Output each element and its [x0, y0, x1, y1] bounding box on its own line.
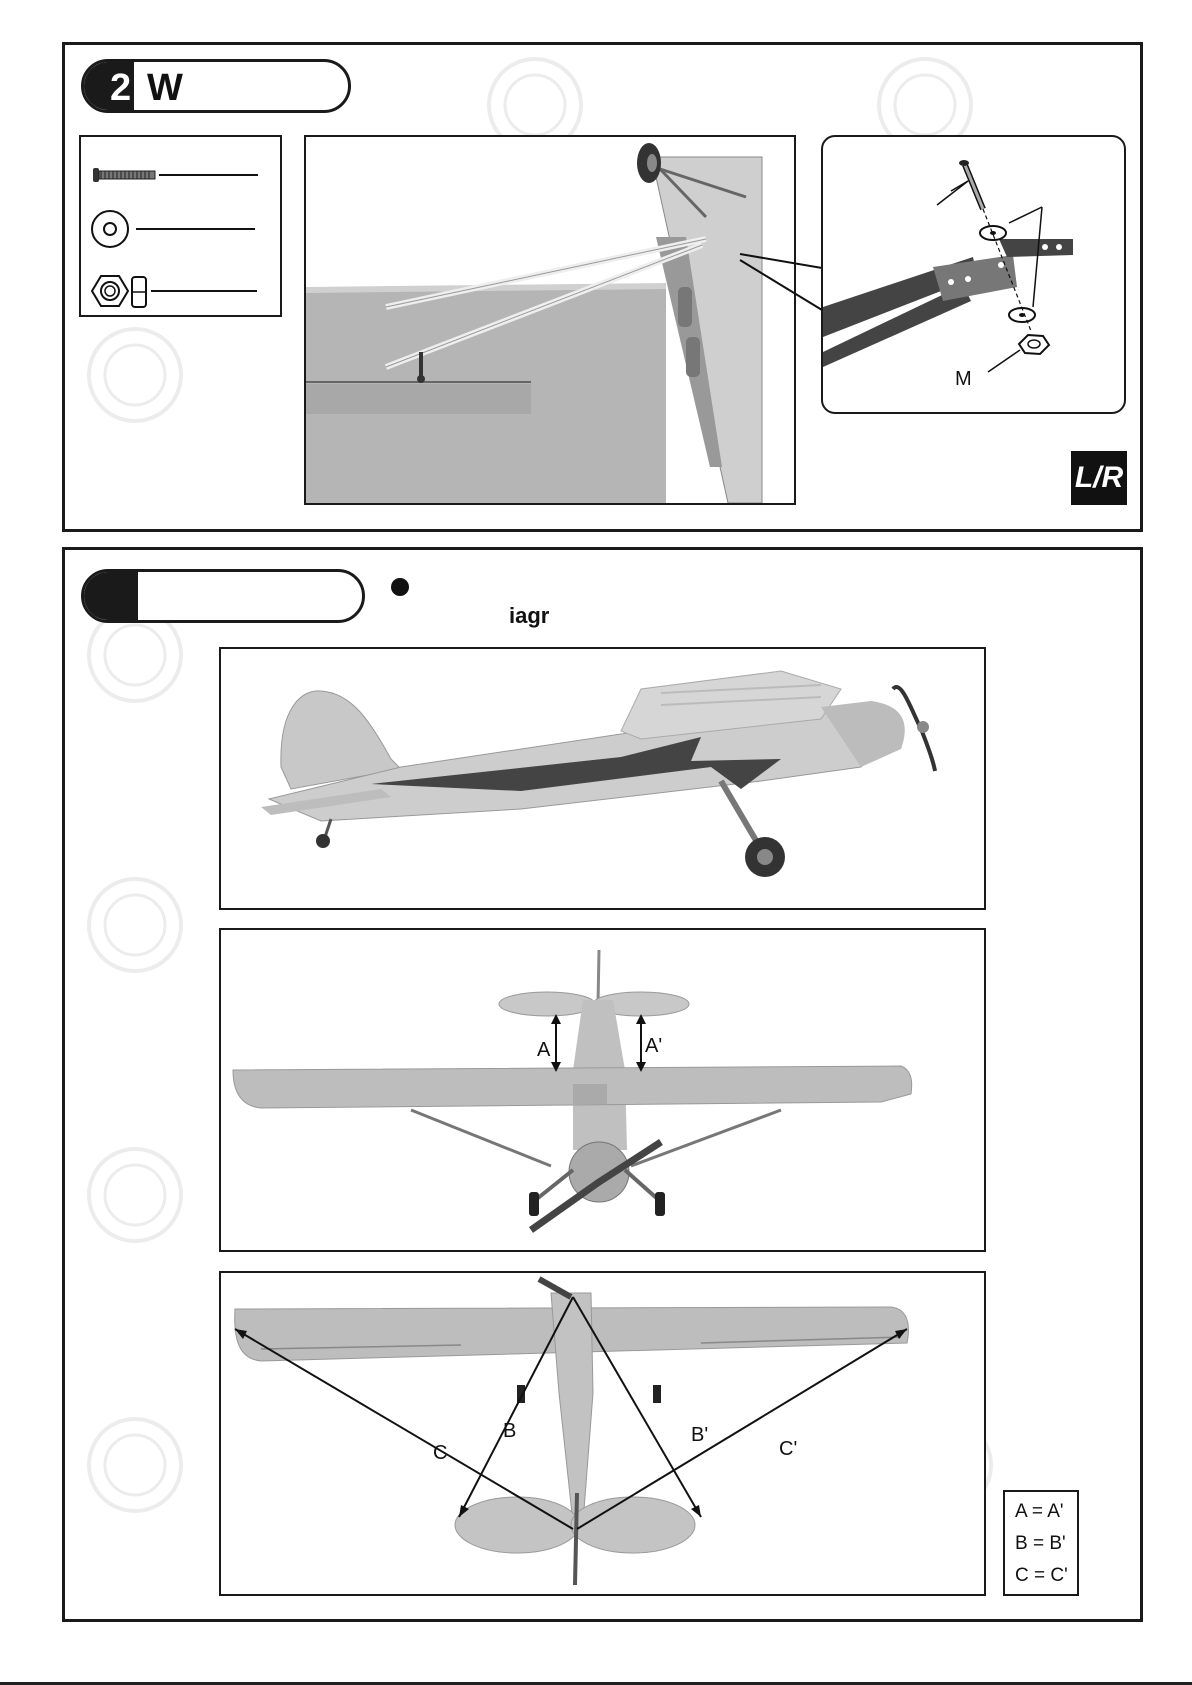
- side-view-photo: [219, 647, 986, 910]
- equation-b: B = B': [1015, 1533, 1066, 1554]
- equality-legend: [1003, 1490, 1079, 1596]
- lock-nut-icon: [92, 276, 257, 307]
- rear-view-photo: [219, 928, 986, 1252]
- dimension-label-b-prime: B': [691, 1424, 709, 1446]
- hardware-drawing: [81, 137, 280, 315]
- dimension-label-c-prime: C': [779, 1438, 798, 1460]
- watermark-seal-icon: [85, 875, 185, 975]
- dimension-label-a-prime: A': [645, 1035, 663, 1057]
- washer-icon: [1009, 308, 1035, 322]
- washer-icon: [980, 226, 1006, 240]
- dimension-line-c: [235, 1329, 573, 1529]
- step-3-header: [81, 569, 365, 623]
- bullet-icon: [391, 578, 409, 596]
- watermark-seal-icon: [85, 1415, 185, 1515]
- dimension-label-c: C: [433, 1442, 448, 1464]
- callout-connector: [700, 200, 840, 400]
- strut-bolt-detail: [821, 135, 1126, 414]
- dimension-arrow-a: [551, 1014, 561, 1072]
- step-title: W: [147, 67, 183, 109]
- step-number-cap: [84, 572, 138, 620]
- equation-a: A = A': [1015, 1501, 1064, 1522]
- rear-view-airplane: [221, 930, 984, 1250]
- dimension-label-b: B: [503, 1420, 517, 1442]
- washer-icon: [92, 211, 255, 247]
- diagram-caption-fragment: iagr: [509, 603, 550, 628]
- step-number: 2: [110, 67, 132, 109]
- side-view-airplane: [221, 649, 984, 908]
- nut-callout-label: M: [955, 368, 972, 390]
- top-view-photo: [219, 1271, 986, 1596]
- top-view-airplane: [221, 1273, 984, 1594]
- dimension-line-c-prime: [577, 1329, 907, 1529]
- step-2-header: [81, 59, 351, 113]
- hardware-list: [79, 135, 282, 317]
- dimension-label-a: A: [537, 1039, 551, 1061]
- screw-icon: [93, 168, 258, 182]
- strut-bolt-exploded-view: [823, 137, 1124, 412]
- watermark-seal-icon: [85, 1145, 185, 1245]
- lock-nut-icon: [1019, 335, 1049, 354]
- watermark-seal-icon: [85, 325, 185, 425]
- left-right-badge: L/R: [1071, 451, 1127, 505]
- equation-c: C = C': [1015, 1565, 1068, 1586]
